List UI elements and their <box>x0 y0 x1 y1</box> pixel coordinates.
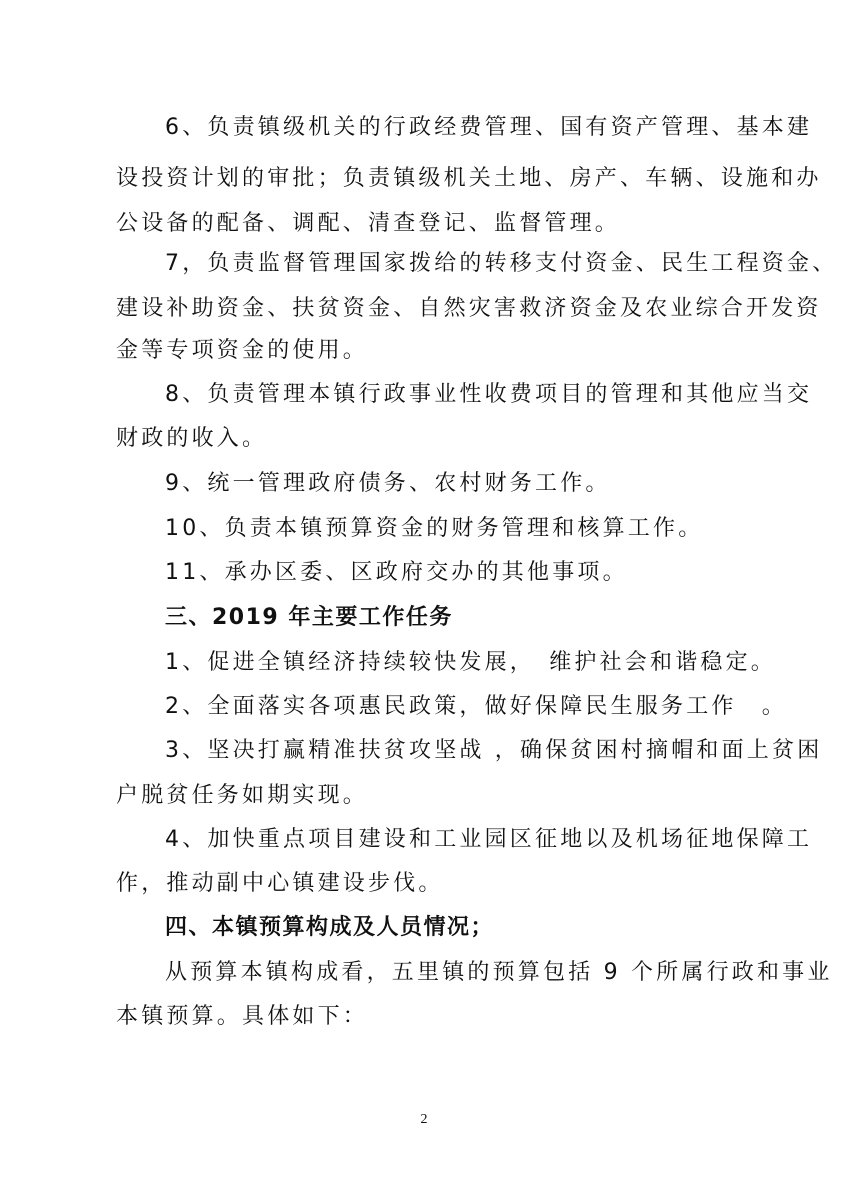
paragraph-line: 2、全面落实各项惠民政策，做好保障民生服务工作 。 <box>165 694 787 719</box>
paragraph-line: 设投资计划的审批；负责镇级机关土地、房产、车辆、设施和办 <box>116 166 822 191</box>
paragraph-line: 4、加快重点项目建设和工业园区征地以及机场征地保障工 <box>165 827 813 852</box>
paragraph-line: 8、负责管理本镇行政事业性收费项目的管理和其他应当交 <box>165 382 813 407</box>
paragraph-line: 1、促进全镇经济持续较快发展， 维护社会和谐稳定。 <box>165 650 776 675</box>
paragraph-line: 建设补助资金、扶贫资金、自然灾害救济资金及农业综合开发资 <box>116 296 822 321</box>
paragraph-line: 公设备的配备、调配、清查登记、监督管理。 <box>116 211 621 236</box>
paragraph-line: 10、负责本镇预算资金的财务管理和核算工作。 <box>165 516 704 541</box>
paragraph-line: 从预算本镇构成看，五里镇的预算包括 9 个所属行政和事业 <box>165 960 833 985</box>
page-number: 2 <box>420 1112 428 1127</box>
paragraph-line: 本镇预算。具体如下： <box>116 1004 369 1029</box>
paragraph-line: 金等专项资金的使用。 <box>116 338 369 363</box>
paragraph-line: 7，负责监督管理国家拨给的转移支付资金、民生工程资金、 <box>165 251 838 276</box>
paragraph-line: 3、坚决打赢精准扶贫攻坚战 ，确保贫困村摘帽和面上贫困 <box>165 738 823 763</box>
section-heading-line: 四、本镇预算构成及人员情况； <box>165 915 495 940</box>
paragraph-line: 作，推动副中心镇建设步伐。 <box>116 871 444 896</box>
paragraph-line: 11、承办区委、区政府交办的其他事项。 <box>165 560 628 585</box>
section-heading-line: 三、2019 年主要工作任务 <box>165 605 453 630</box>
paragraph-line: 户脱贫任务如期实现。 <box>116 783 369 808</box>
paragraph-line: 财政的收入。 <box>116 426 268 451</box>
paragraph-line: 9、统一管理政府债务、农村财务工作。 <box>165 471 611 496</box>
paragraph-line: 6、负责镇级机关的行政经费管理、国有资产管理、基本建 <box>165 115 813 140</box>
